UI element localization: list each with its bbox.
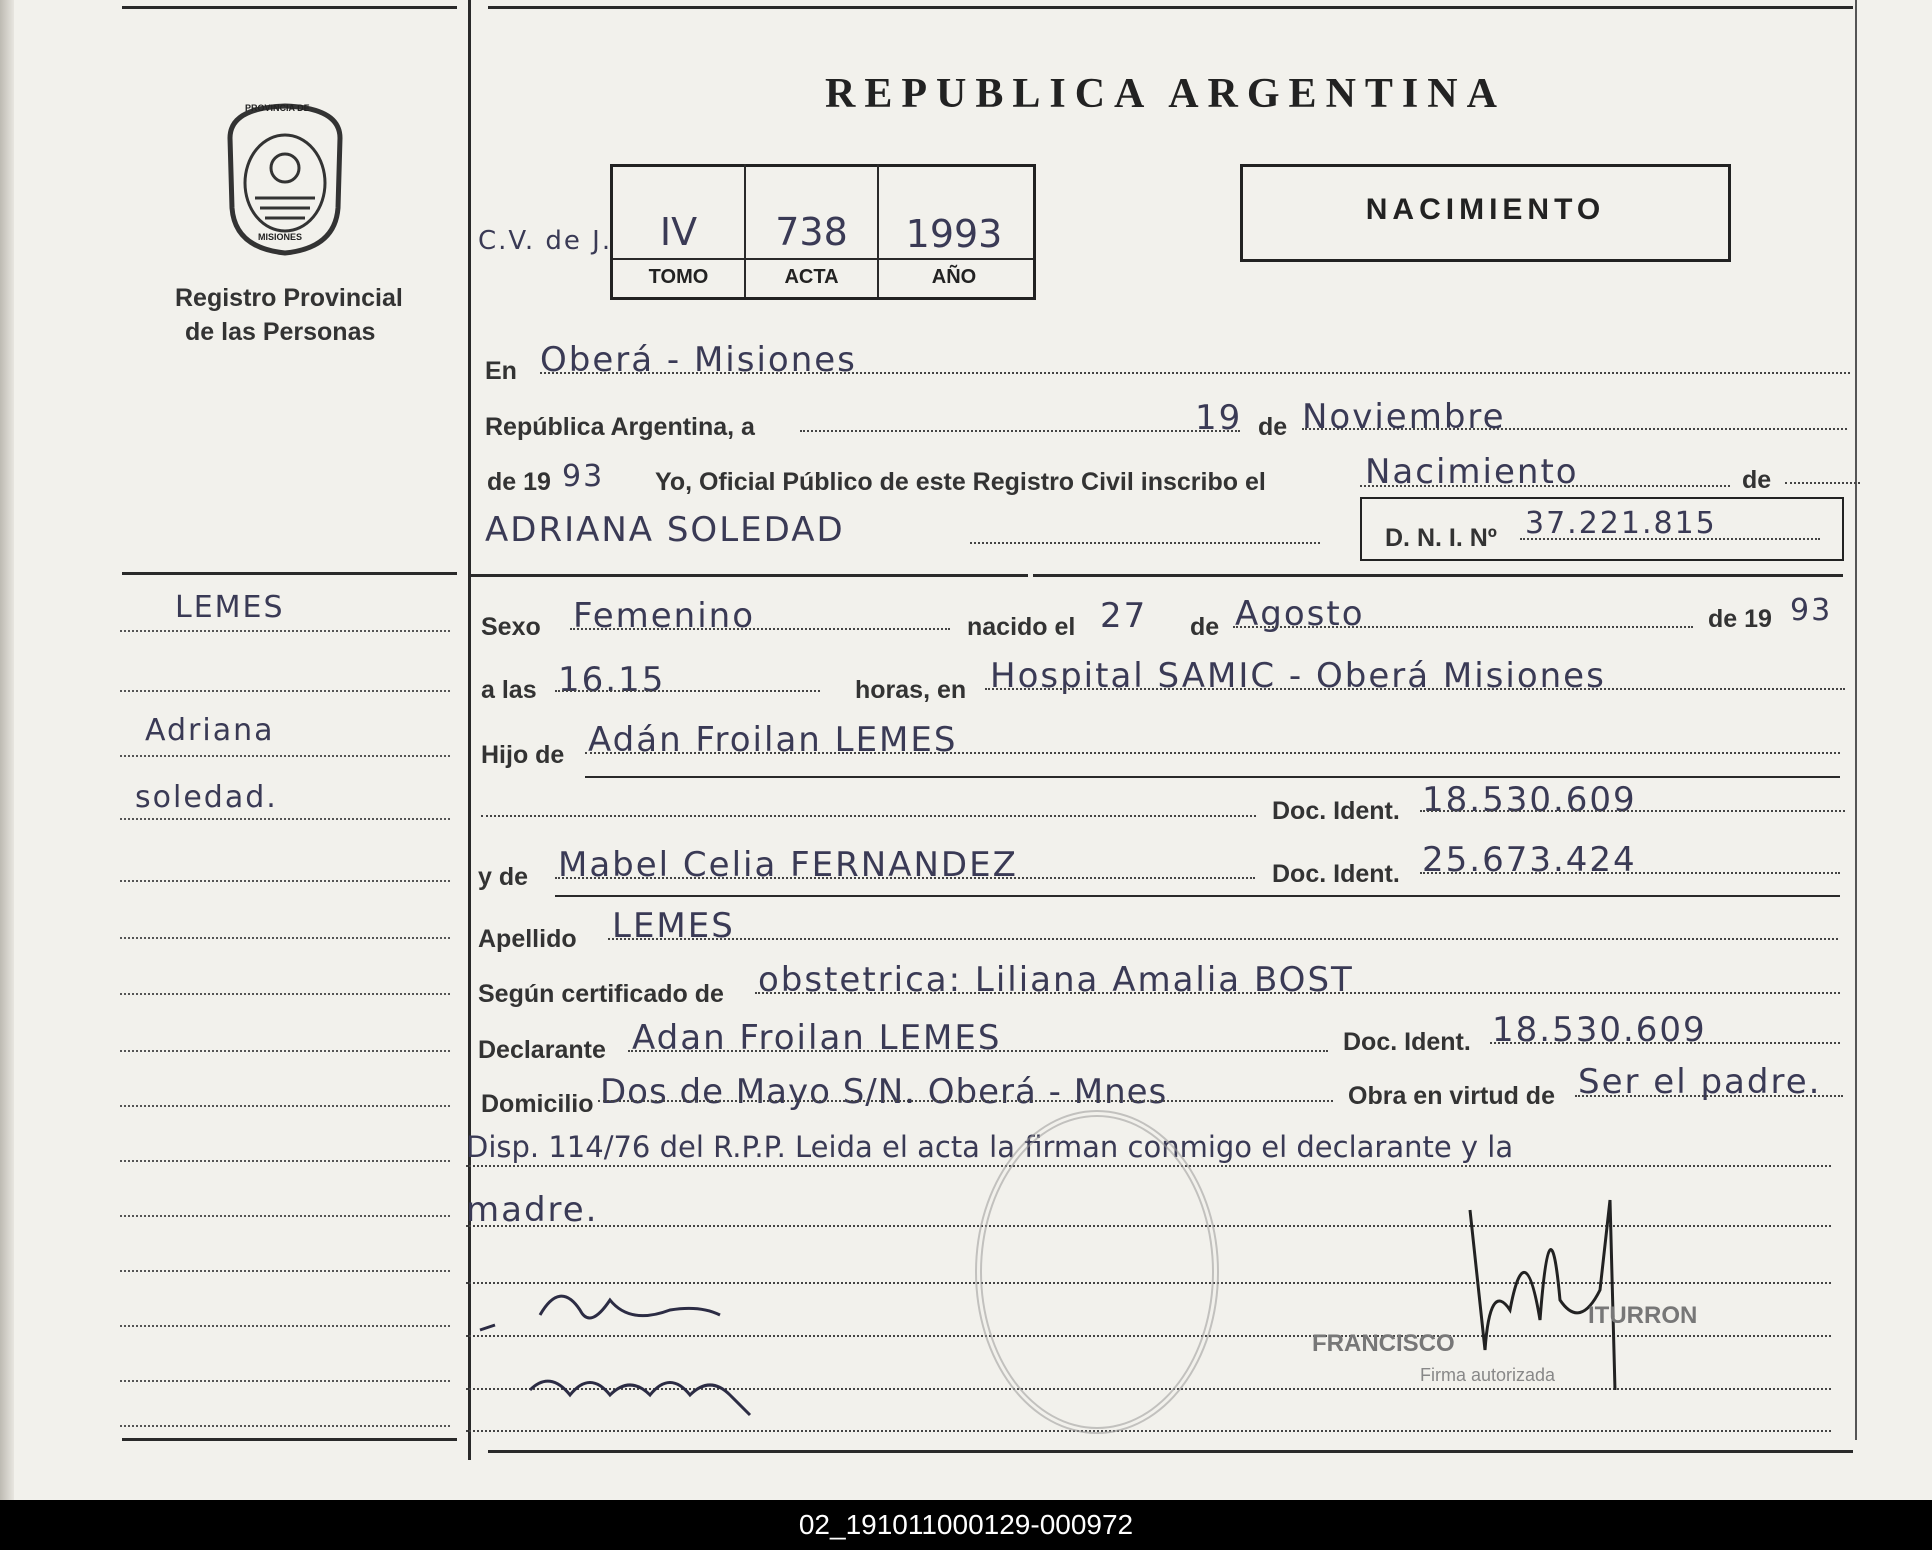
sexo-value: Femenino: [573, 596, 755, 636]
file-id: 02_191011000129-000972: [798, 1509, 1134, 1540]
father-name-value: Adán Froilan LEMES: [588, 720, 958, 760]
margin-line: [120, 880, 450, 882]
anio-value: 1993: [905, 212, 1003, 256]
segun-label: Según certificado de: [478, 980, 724, 1008]
official-stamp-surname: ITURRON: [1588, 1302, 1698, 1329]
segun-value: obstetrica: Liliana Amalia BOST: [758, 960, 1354, 1000]
margin-line: [120, 755, 450, 757]
birth-year-suffix: 93: [1790, 593, 1833, 628]
birth-year-label: de 19: [1708, 605, 1772, 633]
obra-label: Obra en virtud de: [1348, 1082, 1555, 1110]
dni-label: D. N. I. Nº: [1385, 524, 1497, 552]
dni-value: 37.221.815: [1525, 506, 1717, 541]
declarant-signature: [470, 1270, 790, 1420]
mother-rule: [555, 895, 1840, 897]
hour-line: [555, 690, 820, 692]
margin-line: [120, 1160, 450, 1162]
column-divider: [468, 0, 471, 1460]
margin-line: [120, 1380, 450, 1382]
file-id-bar: [0, 1500, 1932, 1550]
margin-middle-name: soledad.: [135, 780, 278, 815]
birth-month-value: Agosto: [1235, 594, 1365, 634]
nacido-label: nacido el: [967, 613, 1076, 641]
sexo-label: Sexo: [481, 613, 541, 641]
inscribe-line: [1360, 485, 1730, 487]
father-doc-label: Doc. Ident.: [1272, 797, 1400, 825]
declarante-doc-value: 18.530.609: [1492, 1010, 1707, 1050]
margin-line: [120, 1325, 450, 1327]
mother-doc-label: Doc. Ident.: [1272, 860, 1400, 888]
y-de-label: y de: [478, 863, 529, 891]
segun-line: [755, 992, 1840, 994]
de-year-label: de 19: [487, 468, 551, 496]
page-binding-edge: [0, 0, 14, 1500]
a-las-label: a las: [481, 676, 537, 704]
seal-text-bottom: MISIONES: [258, 232, 303, 242]
margin-line: [120, 937, 450, 939]
day-value: 19: [1195, 398, 1243, 438]
birth-day-value: 27: [1100, 596, 1148, 636]
margin-line: [120, 1050, 450, 1052]
margin-line: [120, 690, 450, 692]
record-box-rule: [613, 258, 1033, 260]
declarante-line: [628, 1050, 1328, 1052]
domicilio-line: [598, 1100, 1333, 1102]
horas-label: horas, en: [855, 676, 967, 704]
apellido-label: Apellido: [478, 925, 577, 953]
registry-stamp: [975, 1110, 1219, 1434]
margin-line: [120, 1215, 450, 1217]
en-label: En: [485, 357, 517, 385]
birth-month-line: [1233, 626, 1693, 628]
record-type: NACIMIENTO: [1365, 193, 1606, 226]
margin-line: [120, 1270, 450, 1272]
registry-name-line2: de las Personas: [185, 318, 376, 346]
place-value: Oberá - Misiones: [540, 340, 857, 380]
republica-label: República Argentina, a: [485, 413, 755, 441]
month-line: [1302, 428, 1847, 430]
mother-name-value: Mabel Celia FERNANDEZ: [558, 845, 1018, 885]
declarante-doc-line: [1490, 1042, 1840, 1044]
margin-line: [120, 1425, 450, 1427]
official-stamp-name: FRANCISCO: [1312, 1330, 1455, 1357]
birth-place-line: [985, 688, 1845, 690]
mother-doc-line: [1420, 872, 1840, 874]
margin-line: [120, 630, 450, 632]
hijo-label: Hijo de: [481, 741, 565, 769]
record-prefix: C.V. de J.: [478, 226, 613, 256]
hour-value: 16.15: [558, 660, 666, 700]
birth-de-label: de: [1190, 613, 1220, 641]
declarante-label: Declarante: [478, 1036, 606, 1064]
father-name-rule: [585, 776, 1840, 778]
right-edge-rule: [1855, 0, 1857, 1440]
year-suffix: 93: [562, 459, 605, 494]
full-name-value: ADRIANA SOLEDAD: [485, 510, 845, 550]
obra-line: [1575, 1095, 1843, 1097]
seal-text-top: PROVINCIA DE: [245, 103, 310, 113]
margin-surname: LEMES: [175, 590, 285, 625]
de-end-line: [1785, 482, 1860, 484]
sexo-line: [570, 628, 950, 630]
form-bottom-rule: [488, 1450, 1853, 1453]
tomo-value: IV: [659, 210, 698, 254]
margin-first-name: Adriana: [145, 713, 275, 748]
domicilio-value: Dos de Mayo S/N. Oberá - Mnes: [600, 1072, 1168, 1112]
margin-line: [120, 993, 450, 995]
note-line-1: Disp. 114/76 del R.P.P. Leida el acta la firman conmigo el declarante y la: [466, 1130, 1514, 1164]
full-name-line: [970, 542, 1320, 544]
father-doc-line-left: [481, 815, 1256, 817]
declarante-doc-label: Doc. Ident.: [1343, 1028, 1471, 1056]
registry-name-line1: Registro Provincial: [175, 284, 403, 312]
left-bottom-rule: [122, 1438, 457, 1441]
form-section-rule: [468, 574, 1028, 577]
inscribe-text: Yo, Oficial Público de este Registro Civil inscribo el: [655, 468, 1266, 496]
month-value: Noviembre: [1302, 397, 1506, 437]
anio-label: AÑO: [931, 266, 977, 288]
de-label: de: [1258, 413, 1288, 441]
inscribe-value: Nacimiento: [1365, 452, 1579, 492]
father-doc-value: 18.530.609: [1422, 780, 1637, 820]
day-line: [800, 430, 1240, 432]
de-end-label: de: [1742, 466, 1772, 494]
tomo-label: TOMO: [648, 266, 709, 288]
mother-doc-value: 25.673.424: [1422, 840, 1637, 880]
left-section-rule: [122, 572, 457, 575]
margin-line: [120, 818, 450, 820]
domicilio-label: Domicilio: [481, 1090, 594, 1118]
mother-name-line: [555, 877, 1255, 879]
top-rule-left: [122, 6, 457, 9]
note-line-2: madre.: [466, 1190, 599, 1230]
apellido-value: LEMES: [612, 906, 735, 946]
place-line: [540, 372, 1850, 374]
dni-line: [1520, 538, 1820, 540]
obra-value: Ser el padre.: [1578, 1062, 1822, 1102]
acta-value: 738: [775, 210, 848, 254]
father-doc-line: [1420, 810, 1845, 812]
blank-line: [466, 1430, 1831, 1432]
form-section-rule: [1033, 574, 1843, 577]
country-title: REPUBLICA ARGENTINA: [825, 71, 1506, 117]
declarante-value: Adan Froilan LEMES: [632, 1018, 1002, 1058]
father-name-line: [585, 752, 1840, 754]
acta-label: ACTA: [784, 266, 839, 288]
apellido-line: [608, 938, 1838, 940]
margin-line: [120, 1105, 450, 1107]
birth-place-value: Hospital SAMIC - Oberá Misiones: [990, 656, 1606, 696]
top-rule-right: [488, 6, 1853, 9]
official-stamp-title: Firma autorizada: [1420, 1365, 1556, 1385]
